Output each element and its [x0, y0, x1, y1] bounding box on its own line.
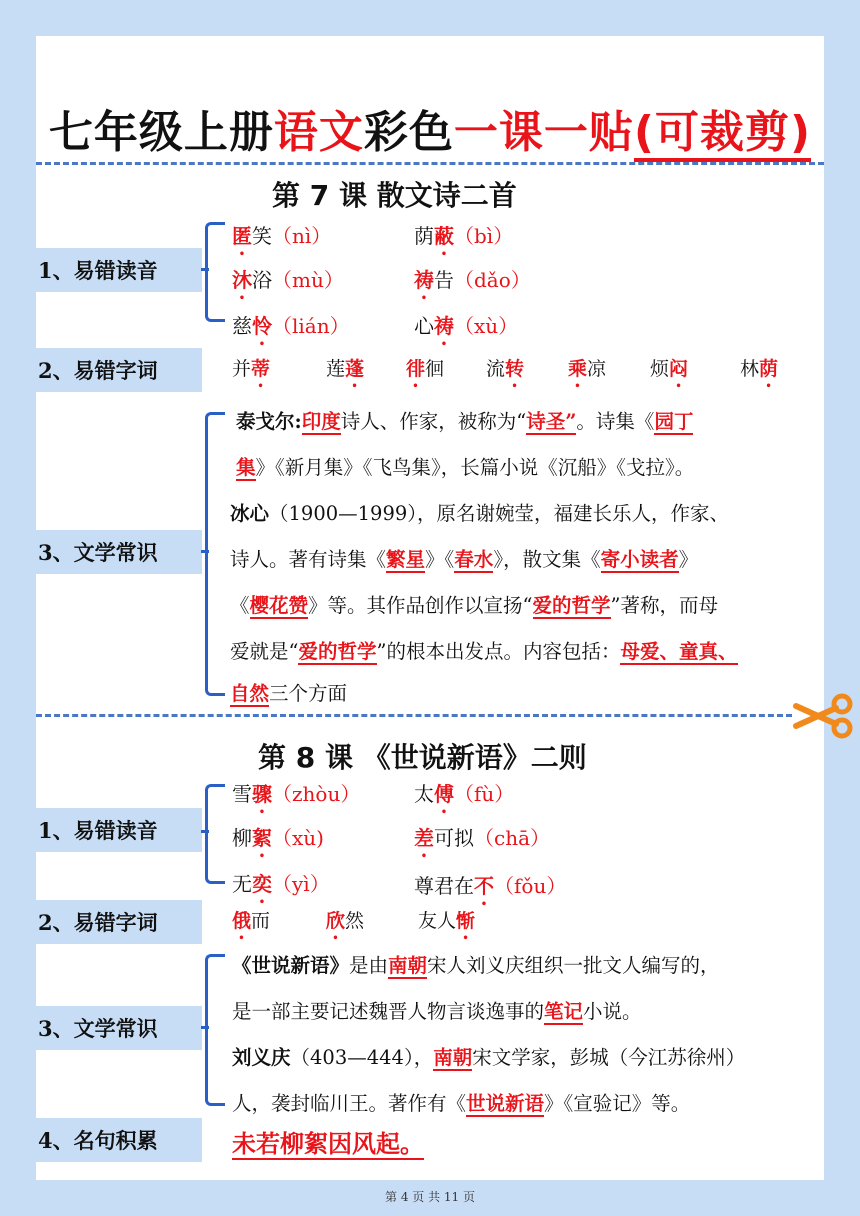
pron-item: 匿笑（nì） [232, 224, 332, 248]
famous-quote: 未若柳絮因风起。 [232, 1129, 424, 1158]
pron-item: 沐浴（mù） [232, 268, 344, 292]
brace [205, 784, 225, 884]
word-item: 流转 [486, 358, 525, 380]
pron-item: 心祷（xù） [414, 314, 519, 338]
pron-item: 尊君在不（fǒu） [414, 874, 567, 898]
pron-item: 荫蔽（bì） [414, 224, 514, 248]
scissors-icon [792, 684, 856, 748]
word-item: 莲蓬 [326, 358, 365, 380]
cut-line [36, 162, 824, 165]
pron-item: 差可拟（chā） [414, 826, 551, 850]
pron-item: 慈怜（lián） [232, 314, 350, 338]
lesson8-heading: 第 8 课 《世说新语》二则 [258, 741, 587, 774]
word-item: 烦闷 [650, 358, 689, 380]
brace [205, 412, 225, 696]
lesson8-label-pronunciation: 1、易错读音 [30, 808, 202, 852]
lit-line: 是一部主要记述魏晋人物言谈逸事的笔记小说。 [232, 1000, 642, 1023]
lesson7-heading: 第 7 课 散文诗二首 [272, 179, 517, 212]
brace [205, 222, 225, 322]
lit-line: 人，袭封临川王。著作有《世说新语》《宣验记》等。 [232, 1092, 691, 1115]
lit-line: 《世说新语》是由南朝宋人刘义庆组织一批文人编写的， [232, 954, 720, 977]
pron-item: 太傅（fù） [414, 782, 515, 806]
lesson8-label-quote: 4、名句积累 [30, 1118, 202, 1162]
lit-line: 泰戈尔:印度诗人、作家，被称为“诗圣”。诗集《园丁 [236, 410, 694, 433]
word-item: 友人惭 [418, 910, 476, 932]
pron-item: 祷告（dǎo） [414, 268, 531, 292]
pron-item: 柳絮（xù) [232, 826, 324, 850]
word-item: 乘凉 [568, 358, 607, 380]
word-item: 徘徊 [406, 358, 445, 380]
pron-item: 无奕（yì） [232, 872, 330, 896]
lit-line: 诗人。著有诗集《繁星》《春水》，散文集《寄小读者》 [230, 548, 699, 571]
page-footer: 第 4 页 共 11 页 [385, 1190, 475, 1204]
lesson7-label-pronunciation: 1、易错读音 [30, 248, 202, 292]
lit-line: 自然三个方面 [230, 682, 348, 705]
lit-line: 刘义庆（403—444），南朝宋文学家，彭城（今江苏徐州） [232, 1046, 746, 1069]
lit-line: 爱就是“爱的哲学”的根本出发点。内容包括：母爱、童真、 [230, 640, 738, 663]
word-item: 并蒂 [232, 358, 271, 380]
word-item: 林荫 [740, 358, 779, 380]
brace [205, 954, 225, 1106]
cut-line [36, 714, 792, 717]
lesson8-label-literature: 3、文学常识 [30, 1006, 202, 1050]
lesson7-label-literature: 3、文学常识 [30, 530, 202, 574]
word-item: 俄而 [232, 910, 271, 932]
pron-item: 雪骤（zhòu） [232, 782, 361, 806]
lit-line: 冰心（1900—1999），原名谢婉莹，福建长乐人，作家、 [230, 502, 730, 525]
lesson7-label-words: 2、易错字词 [30, 348, 202, 392]
word-item: 欣然 [326, 910, 365, 932]
lit-line: 《樱花赞》等。其作品创作以宣扬“爱的哲学”著称，而母 [230, 594, 719, 617]
lit-line: 集》《新月集》《飞鸟集》，长篇小说《沉船》《戈拉》。 [236, 456, 695, 479]
page-title: 七年级上册语文彩色一课一贴(可裁剪) [0, 96, 860, 160]
lesson8-label-words: 2、易错字词 [30, 900, 202, 944]
